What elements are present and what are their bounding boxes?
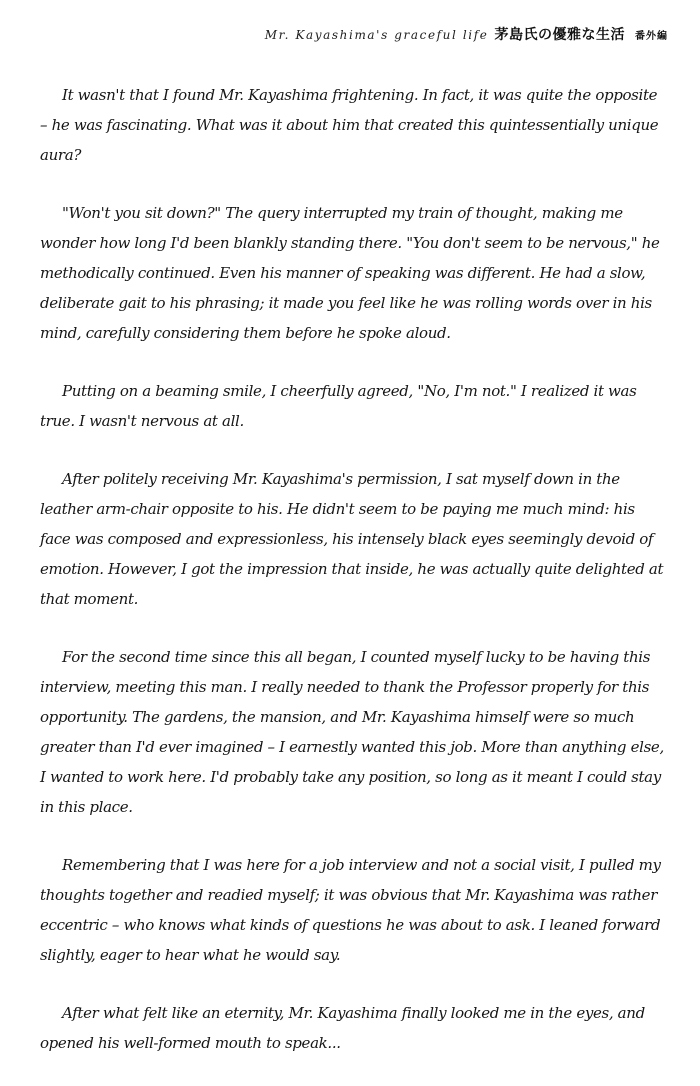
paragraph: After what felt like an eternity, Mr. Kayashima finally looked me in the eyes, and opened his well-formed mouth to speak... bbox=[40, 1004, 645, 1052]
paragraph: "Won't you sit down?" The query interrupted my train of thought, making me wonder how long I'd been blankly standing there. "You don't seem to be nervous," he methodically continued. Even his manner of speaking was different. He had a slow, deliberate gait to his phrasing; it made you feel like he was rolling words over in his mind, carefully considering them before he spoke aloud. bbox=[40, 204, 660, 342]
header-title-en: Mr. Kayashima's graceful life bbox=[264, 28, 489, 42]
paragraph: For the second time since this all began, I counted myself lucky to be having this interview, meeting this man. I really needed to thank the Professor properly for this opportunity. The gardens, the mansion, and Mr. Kayashima himself were so much greater than I'd ever imagined – I earnestly wanted this job. More than anything else, I wanted to work here. I'd probably take any position, so long as it meant I could stay in this place. bbox=[40, 648, 664, 816]
paragraph: After politely receiving Mr. Kayashima's permission, I sat myself down in the leather arm-chair opposite to his. He didn't seem to be paying me much mind: his face was composed and expressionless, his intensely black eyes seemingly devoid of emotion. However, I got the impression that inside, he was actually quite delighted at that moment. bbox=[40, 470, 664, 608]
running-header bbox=[265, 24, 668, 44]
header-title-jp: 茅島氏の優雅な生活 bbox=[494, 27, 625, 43]
header-extra-label: 番外編 bbox=[635, 31, 668, 42]
paragraph: It wasn't that I found Mr. Kayashima frightening. In fact, it was quite the opposite – he was fascinating. What was it about him that created this quintessentially unique aura? bbox=[40, 86, 659, 164]
paragraph: Remembering that I was here for a job interview and not a social visit, I pulled my thoughts together and readied myself; it was obvious that Mr. Kayashima was rather eccentric – who knows what kinds of questions he was about to ask. I leaned forward slightly, eager to hear what he would say. bbox=[40, 856, 661, 964]
body-text bbox=[40, 80, 668, 1086]
paragraph: Putting on a beaming smile, I cheerfully agreed, "No, I'm not." I realized it was true. I wasn't nervous at all. bbox=[40, 382, 637, 430]
